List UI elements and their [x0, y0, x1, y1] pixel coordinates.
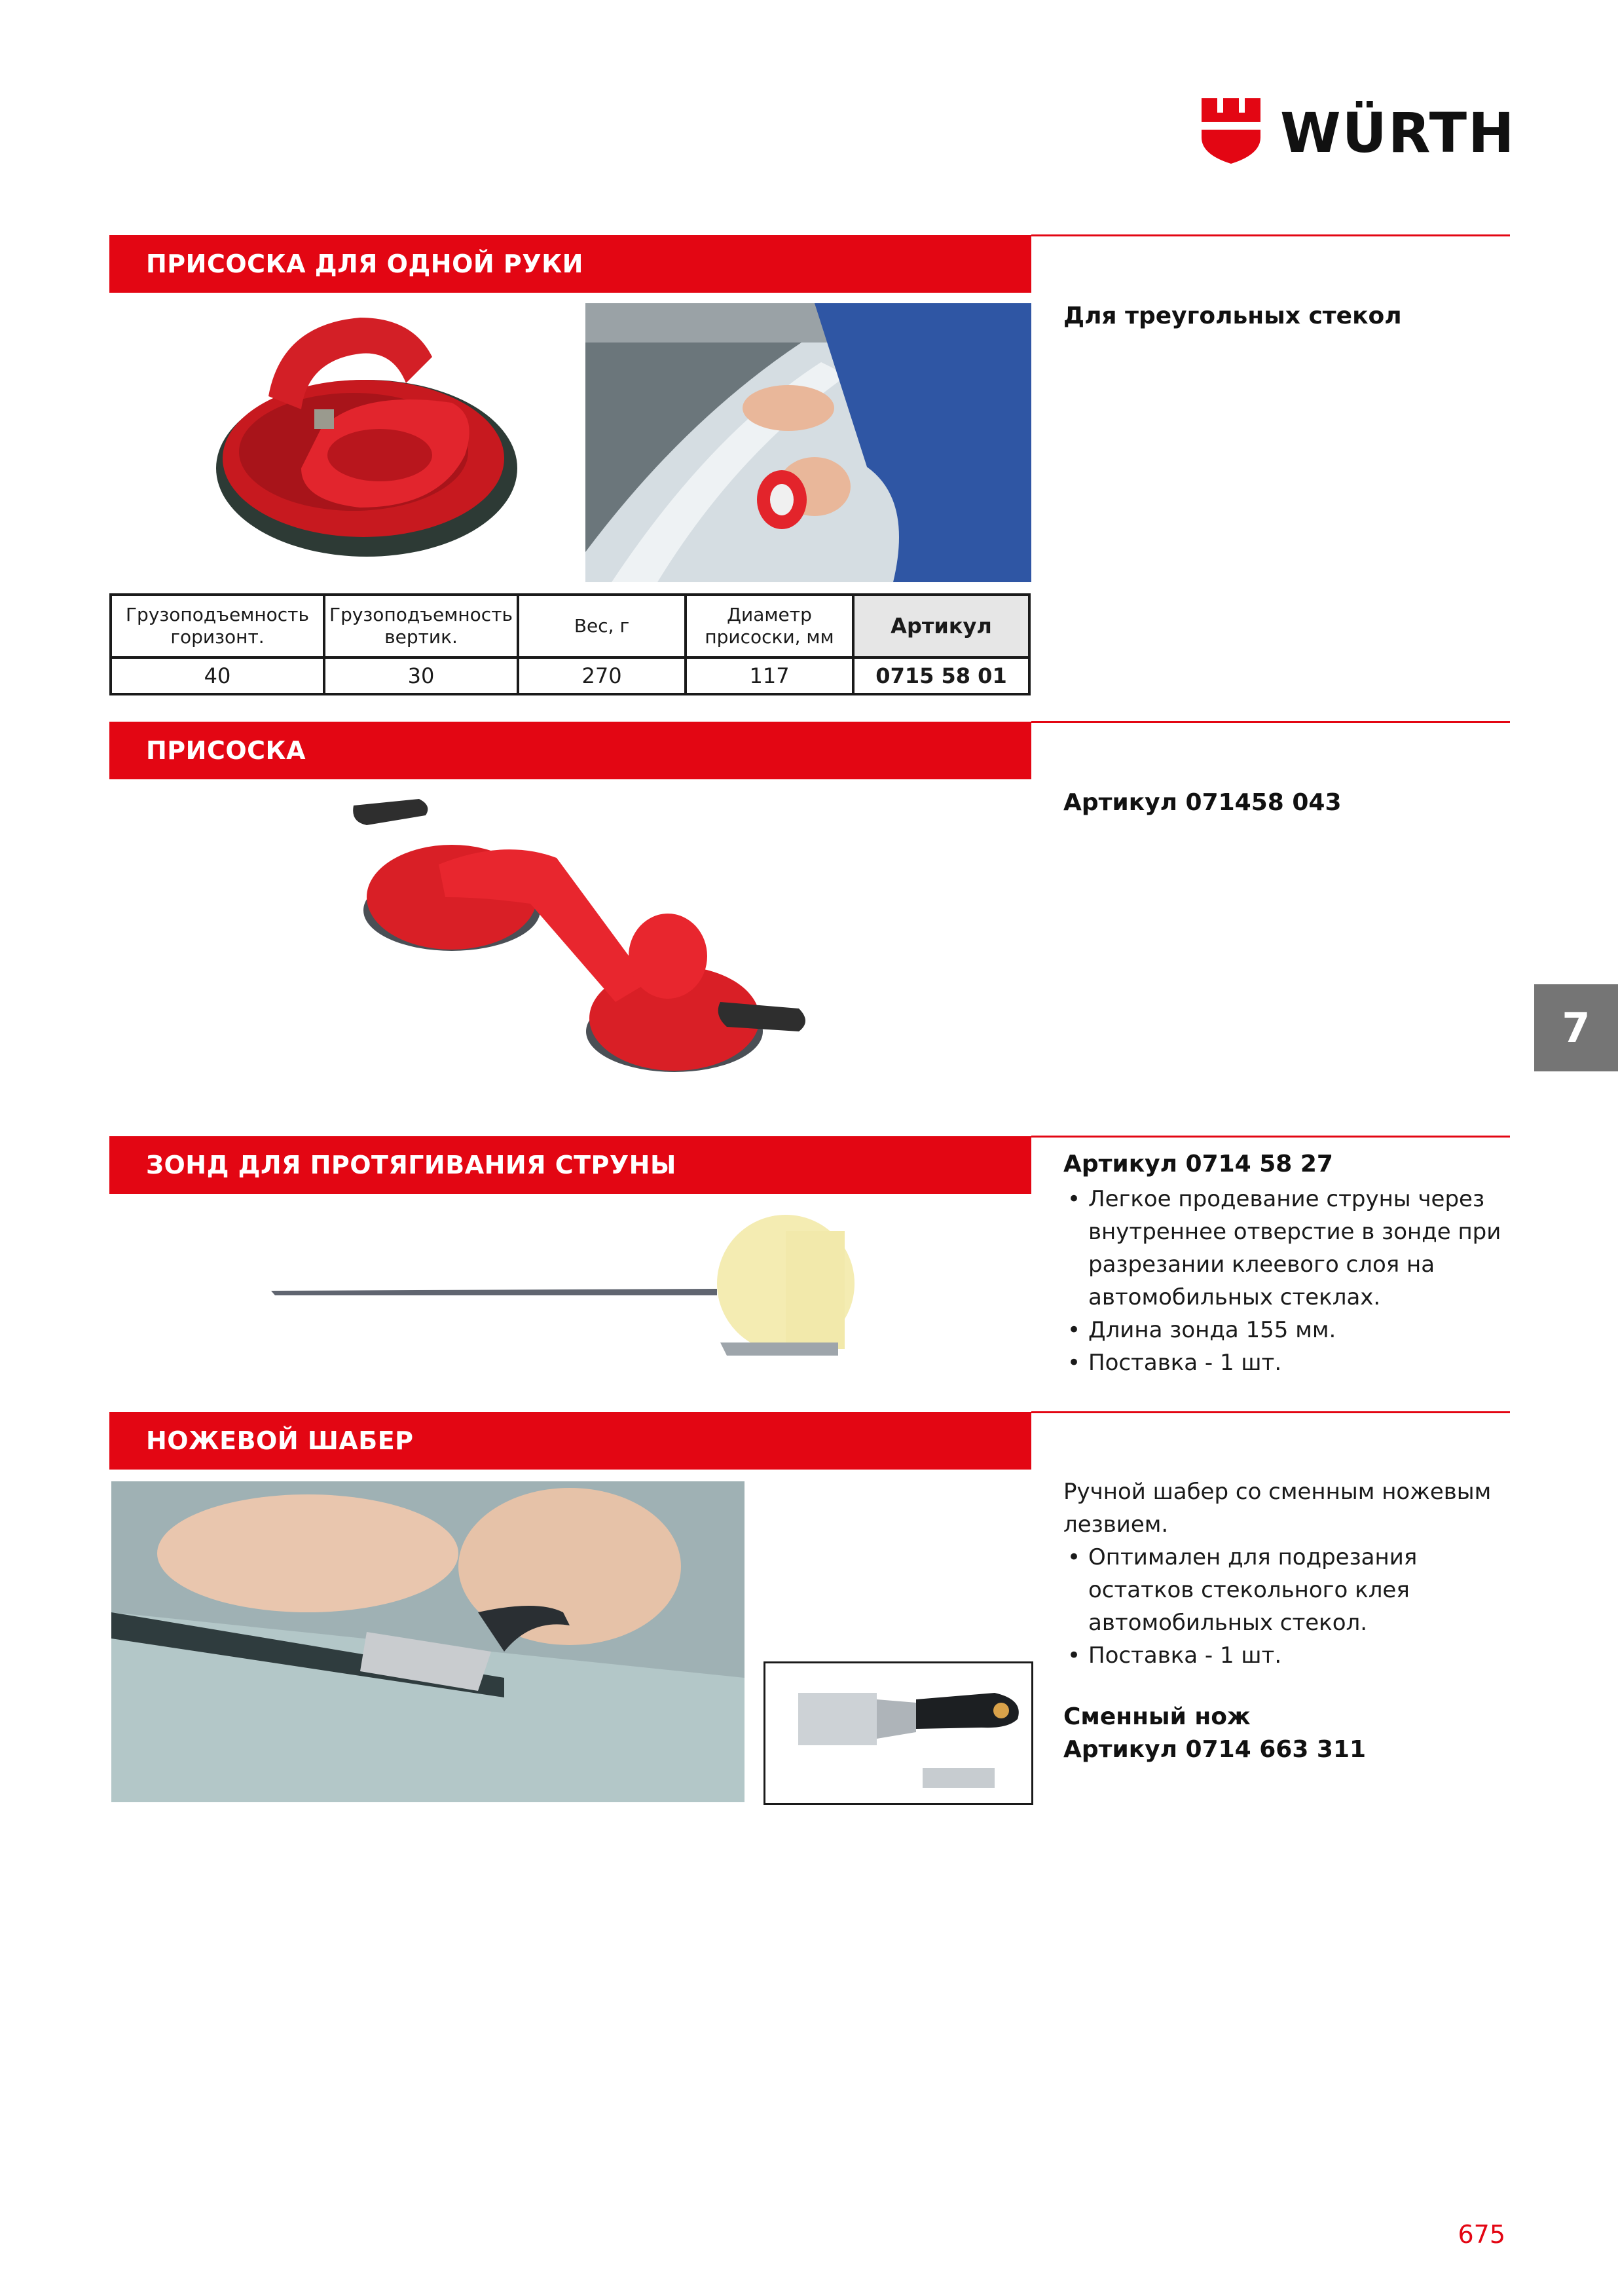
table-header-cell: Диаметр присоски, мм — [686, 595, 853, 657]
section-side-text — [1063, 1475, 1509, 1766]
section-rule — [1031, 1136, 1510, 1138]
table-cell-article: 0715 58 01 — [853, 657, 1029, 694]
spec-table — [109, 593, 1031, 695]
section-rule — [1031, 1411, 1510, 1413]
page-number: 675 — [1458, 2220, 1505, 2249]
section-side-text — [1063, 789, 1342, 816]
section-header — [109, 235, 1031, 293]
description: Ручной шабер со сменным ножевым лезвием. — [1063, 1479, 1492, 1538]
feature-list — [1063, 1183, 1509, 1379]
double-suction-cup-image — [340, 786, 851, 1094]
wurth-logo-text: WÜRTH — [1280, 101, 1516, 165]
spare-blade-title: Сменный нож — [1063, 1703, 1251, 1730]
section-title: ПРИСОСКА ДЛЯ ОДНОЙ РУКИ — [146, 250, 583, 278]
chapter-tab[interactable]: 7 — [1534, 984, 1618, 1071]
list-item: • Легкое продевание струны через внутреннее отверстие в зонде при разрезании клеевого слоя на автомобильных стеклах. — [1063, 1183, 1509, 1314]
article-label: Артикул 071458 043 — [1063, 789, 1342, 816]
section-header — [109, 722, 1031, 779]
list-item: • Поставка - 1 шт. — [1063, 1639, 1509, 1672]
side-note: Для треугольных стекол — [1063, 303, 1402, 329]
list-item: • Поставка - 1 шт. — [1063, 1346, 1509, 1379]
table-cell: 30 — [324, 657, 518, 694]
table-header-cell: Вес, г — [518, 595, 686, 657]
suction-cup-in-use-photo — [585, 303, 1031, 582]
section-title: НОЖЕВОЙ ШАБЕР — [146, 1426, 414, 1455]
section-title: ЗОНД ДЛЯ ПРОТЯГИВАНИЯ СТРУНЫ — [146, 1151, 676, 1179]
table-header-cell: Артикул — [853, 595, 1029, 657]
scraper-product-image — [763, 1661, 1033, 1805]
one-hand-suction-cup-image — [190, 298, 530, 586]
list-item: • Оптимален для подрезания остатков стекольного клея автомобильных стекол. — [1063, 1541, 1509, 1639]
section-rule — [1031, 721, 1510, 723]
table-cell: 117 — [686, 657, 853, 694]
table-header-cell: Грузоподъемность горизонт. — [111, 595, 324, 657]
article-label: Артикул 0714 58 27 — [1063, 1151, 1333, 1177]
section-title: ПРИСОСКА — [146, 736, 306, 765]
section-rule — [1031, 234, 1510, 236]
section-header — [109, 1412, 1031, 1470]
spare-blade-article: Артикул 0714 663 311 — [1063, 1736, 1367, 1763]
scraper-in-use-photo — [111, 1481, 745, 1802]
table-cell: 270 — [518, 657, 686, 694]
table-header-cell: Грузоподъемность вертик. — [324, 595, 518, 657]
probe-image — [255, 1212, 864, 1369]
section-header — [109, 1136, 1031, 1194]
table-header-row — [111, 595, 1029, 657]
table-row — [111, 657, 1029, 694]
feature-list — [1063, 1541, 1509, 1672]
list-item: • Длина зонда 155 мм. — [1063, 1314, 1509, 1346]
section-side-text — [1063, 1151, 1509, 1379]
section-side-text — [1063, 303, 1402, 329]
wurth-logo-mark — [1202, 98, 1260, 164]
table-cell: 40 — [111, 657, 324, 694]
